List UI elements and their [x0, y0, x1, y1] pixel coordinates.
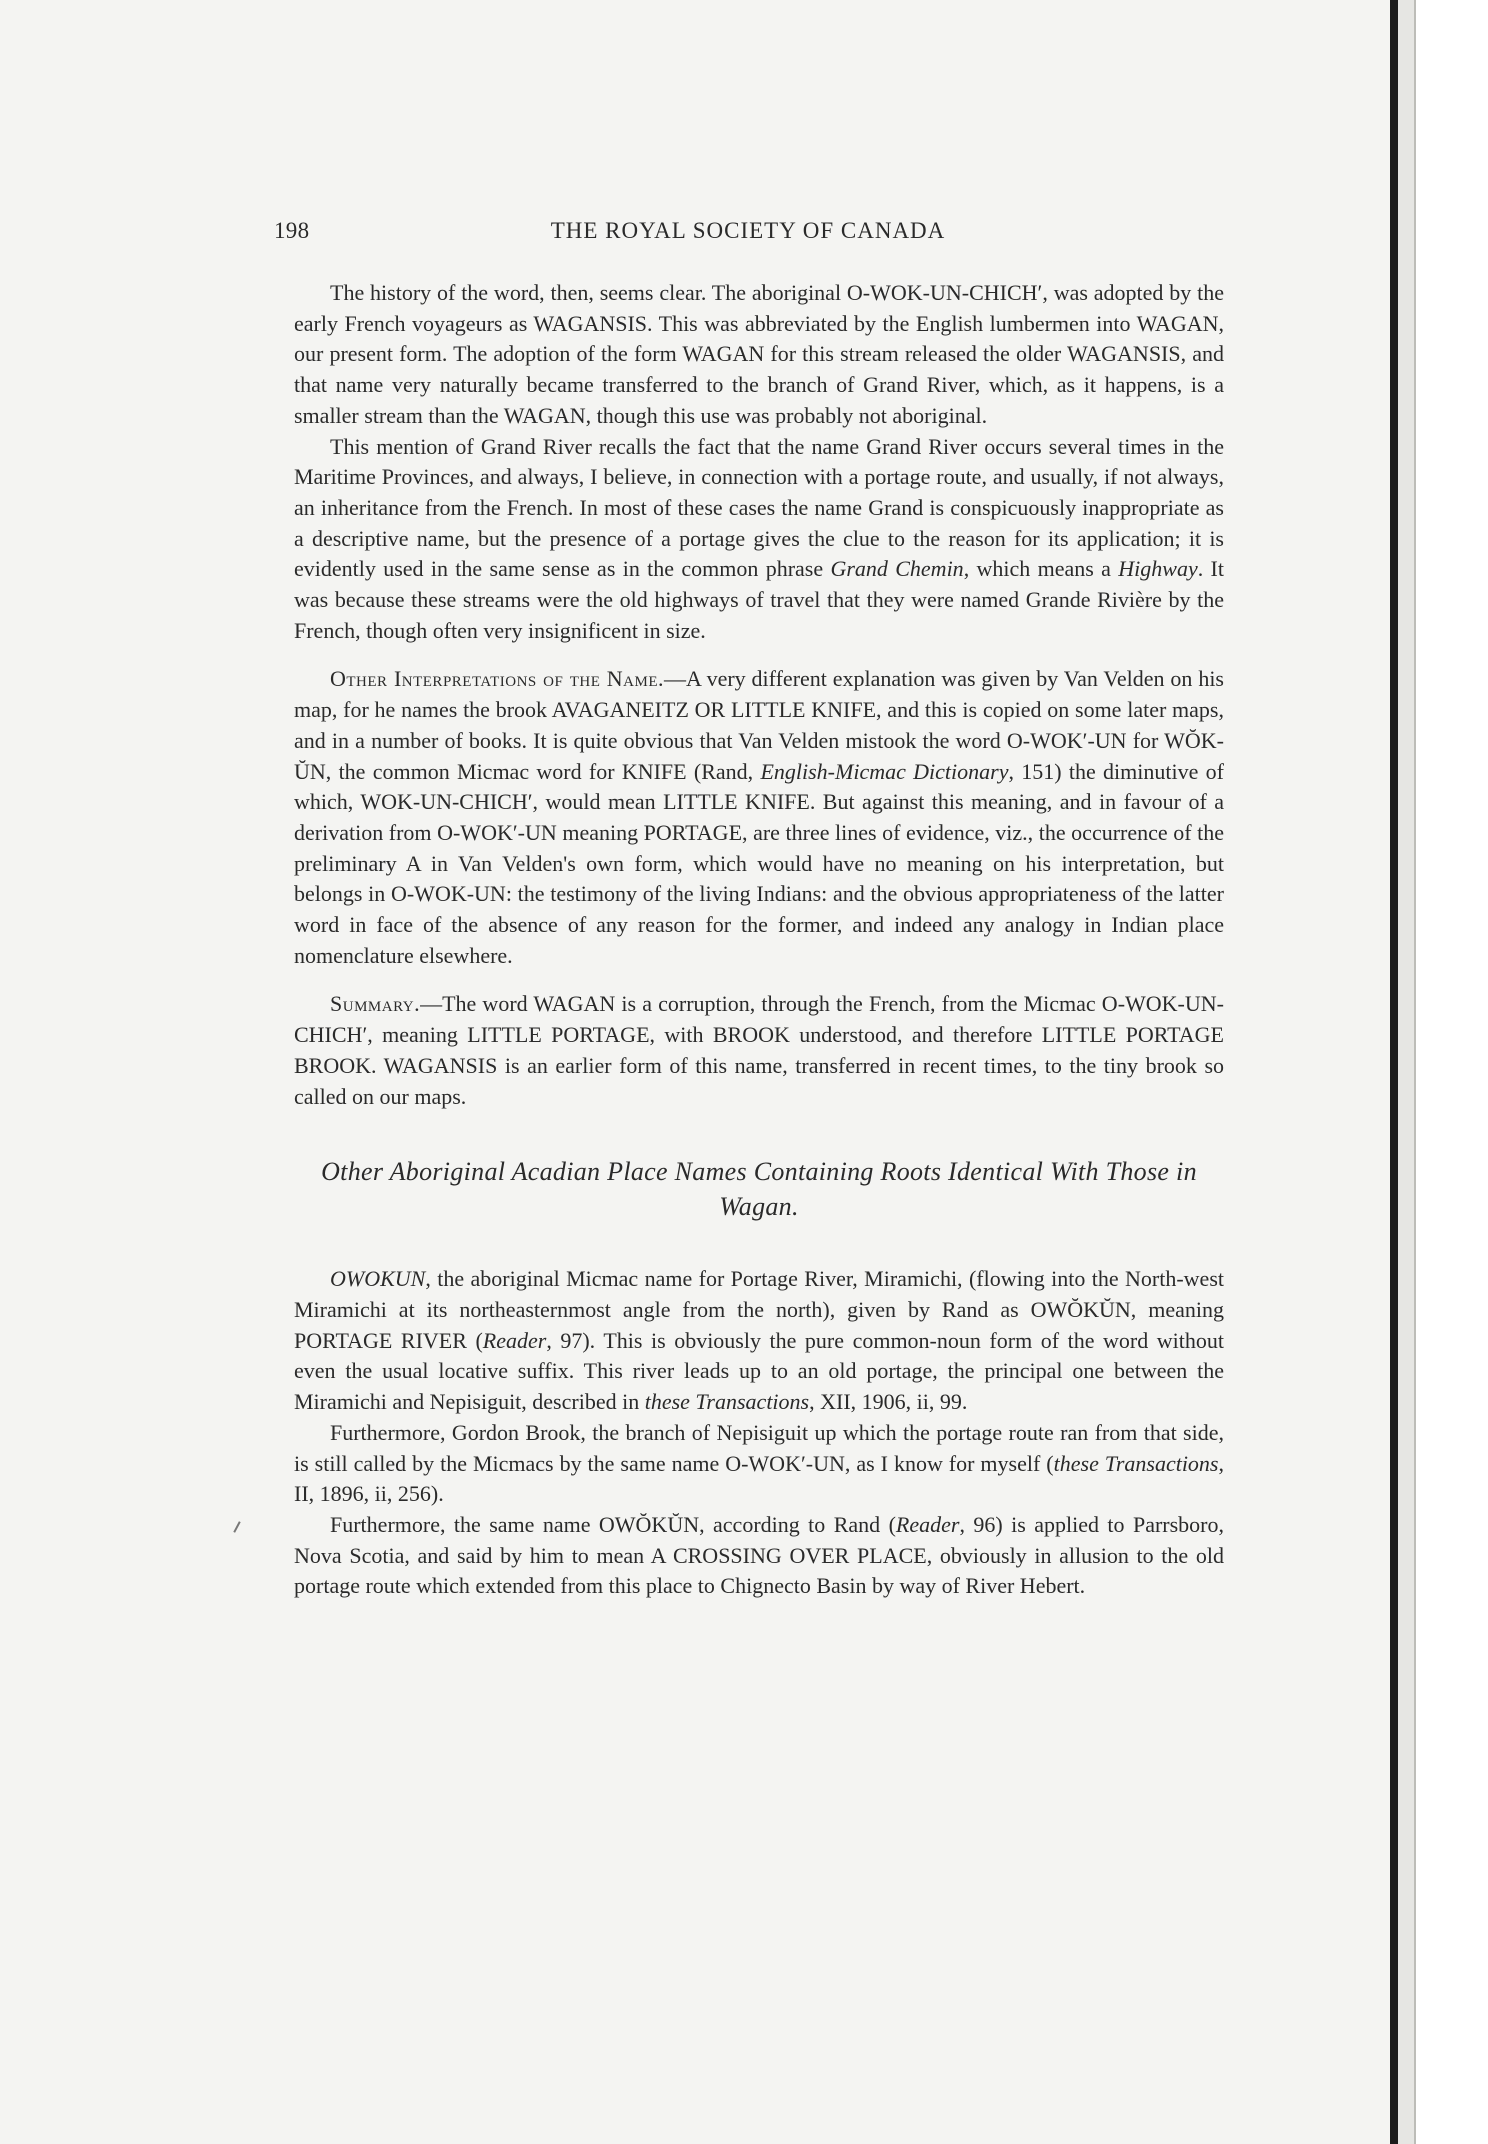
- paragraph-text: —A very different explanation was given by Van Velden on his map, for he names the brook AVAGANEITZ OR LITTLE KNIFE, and this is copied on some later maps, and in a number of books. It is quite obvious that Van Velden mistook the word O-WOK′-UN for WŎK-ŬN, the common Micmac word for KNIFE (Rand,: [294, 666, 1224, 784]
- emphasis-text: Highway: [1118, 556, 1198, 582]
- paragraph-gordon-brook: [294, 1418, 1224, 1510]
- paragraph-text: , 151) the diminutive of which, WOK-UN-CHICH′, would mean LITTLE KNIFE. But against this meaning, and in favour of a derivation from O-WOK′-UN meaning PORTAGE, are three lines of evidence, viz., the occurrence of the preliminary A in Van Velden's own form, which would have no meaning on his interpretation, but belongs in O-WOK-UN: the testimony of the living Indians: and the obvious appropriateness of the latter word in face of the absence of any reason for the former, and indeed any analogy in Indian place nomenclature elsewhere.: [294, 758, 1224, 968]
- paragraph-text: Furthermore, the same name OWŎKŬN, according to Rand (: [330, 1511, 896, 1537]
- paragraph-text: , XII, 1906, ii, 99.: [809, 1389, 968, 1415]
- emphasis-text: Reader: [482, 1327, 547, 1353]
- page-number: 198: [274, 218, 310, 243]
- paragraph-text: Furthermore, Gordon Brook, the branch of Nepisiguit up which the portage route ran from that side, is still called by the Micmacs by the same name O-WOK′-UN, as I know for myself (: [294, 1419, 1224, 1476]
- section-lead: Other Interpretations of the Name.: [330, 666, 664, 692]
- paragraph-owokun: [294, 1264, 1224, 1418]
- section-heading: Other Aboriginal Acadian Place Names Containing Roots Identical With Those in Wagan.: [321, 1157, 1197, 1222]
- paragraph-summary: [294, 989, 1224, 1112]
- page-edge: [1398, 0, 1416, 2144]
- margin-pencil-mark: [233, 1521, 240, 1533]
- paragraph-text: , the aboriginal Micmac name for Portage River, Miramichi, (flowing into the North-west Miramichi at its northeasternmost angle from the north), given by Rand as OWŎKŬN, meaning PORTAGE RIVER (: [294, 1266, 1224, 1353]
- paragraph-history: [294, 278, 1224, 432]
- paragraph-text: —The word WAGAN is a corruption, through the French, from the Micmac O-WOK-UN-CHICH′, meaning LITTLE PORTAGE, with BROOK understood, and therefore LITTLE PORTAGE BROOK. WAGANSIS is an earlier form of this name, transferred in recent times, to the tiny brook so called on our maps.: [294, 991, 1224, 1109]
- emphasis-text: these Transactions: [644, 1389, 810, 1415]
- paragraph-parrsboro: [294, 1510, 1224, 1602]
- paragraph-text: , 96) is applied to Parrsboro, Nova Scotia, and said by him to mean A CROSSING OVER PLACE, obviously in allusion to the old portage route which extended from this place to Chignecto Basin by way of River Hebert.: [294, 1511, 1224, 1599]
- paragraph-text: , which means a: [963, 556, 1119, 582]
- paragraph-text: , II, 1896, ii, 256).: [294, 1450, 1224, 1507]
- paragraph-other-interpretations: [294, 664, 1224, 971]
- emphasis-text: Grand Chemin: [830, 556, 964, 582]
- paragraph-grand-river: [294, 432, 1224, 647]
- emphasis-text: English-Micmac Dictionary: [760, 758, 1009, 784]
- running-title: THE ROYAL SOCIETY OF CANADA: [550, 218, 946, 243]
- page-body: [294, 278, 1224, 1602]
- paragraph-text: The history of the word, then, seems clear. The aboriginal O-WOK-UN-CHICH′, was adopted by the early French voyageurs as WAGANSIS. This was abbreviated by the English lumbermen into WAGAN, our present form. The adoption of the form WAGAN for this stream released the older WAGANSIS, and that name very naturally became transferred to the branch of Grand River, which, as it happens, is a smaller stream than the WAGAN, though this use was probably not aboriginal.: [294, 280, 1224, 428]
- emphasis-text: these Transactions: [1053, 1450, 1219, 1476]
- emphasis-text: OWOKUN: [330, 1266, 426, 1292]
- paragraph-text: This mention of Grand River recalls the fact that the name Grand River occurs several times in the Maritime Provinces, and always, I believe, in connection with a portage route, and usually, if not always, an inheritance from the French. In most of these cases the name Grand is conspicuously inappropriate as a descriptive name, but the presence of a portage gives the clue to the reason for its application; it is evidently used in the same sense as in the common phrase: [294, 433, 1224, 582]
- section-lead: Summary.: [330, 991, 421, 1017]
- paragraph-text: , 97). This is obviously the pure common-noun form of the word without even the usual locative suffix. This river leads up to an old portage, the principal one between the Miramichi and Nepisiguit, described in: [294, 1327, 1224, 1415]
- paragraph-text: . It was because these streams were the old highways of travel that they were named Grande Rivière by the French, though often very insignificent in size.: [294, 556, 1224, 643]
- emphasis-text: Reader: [895, 1511, 960, 1537]
